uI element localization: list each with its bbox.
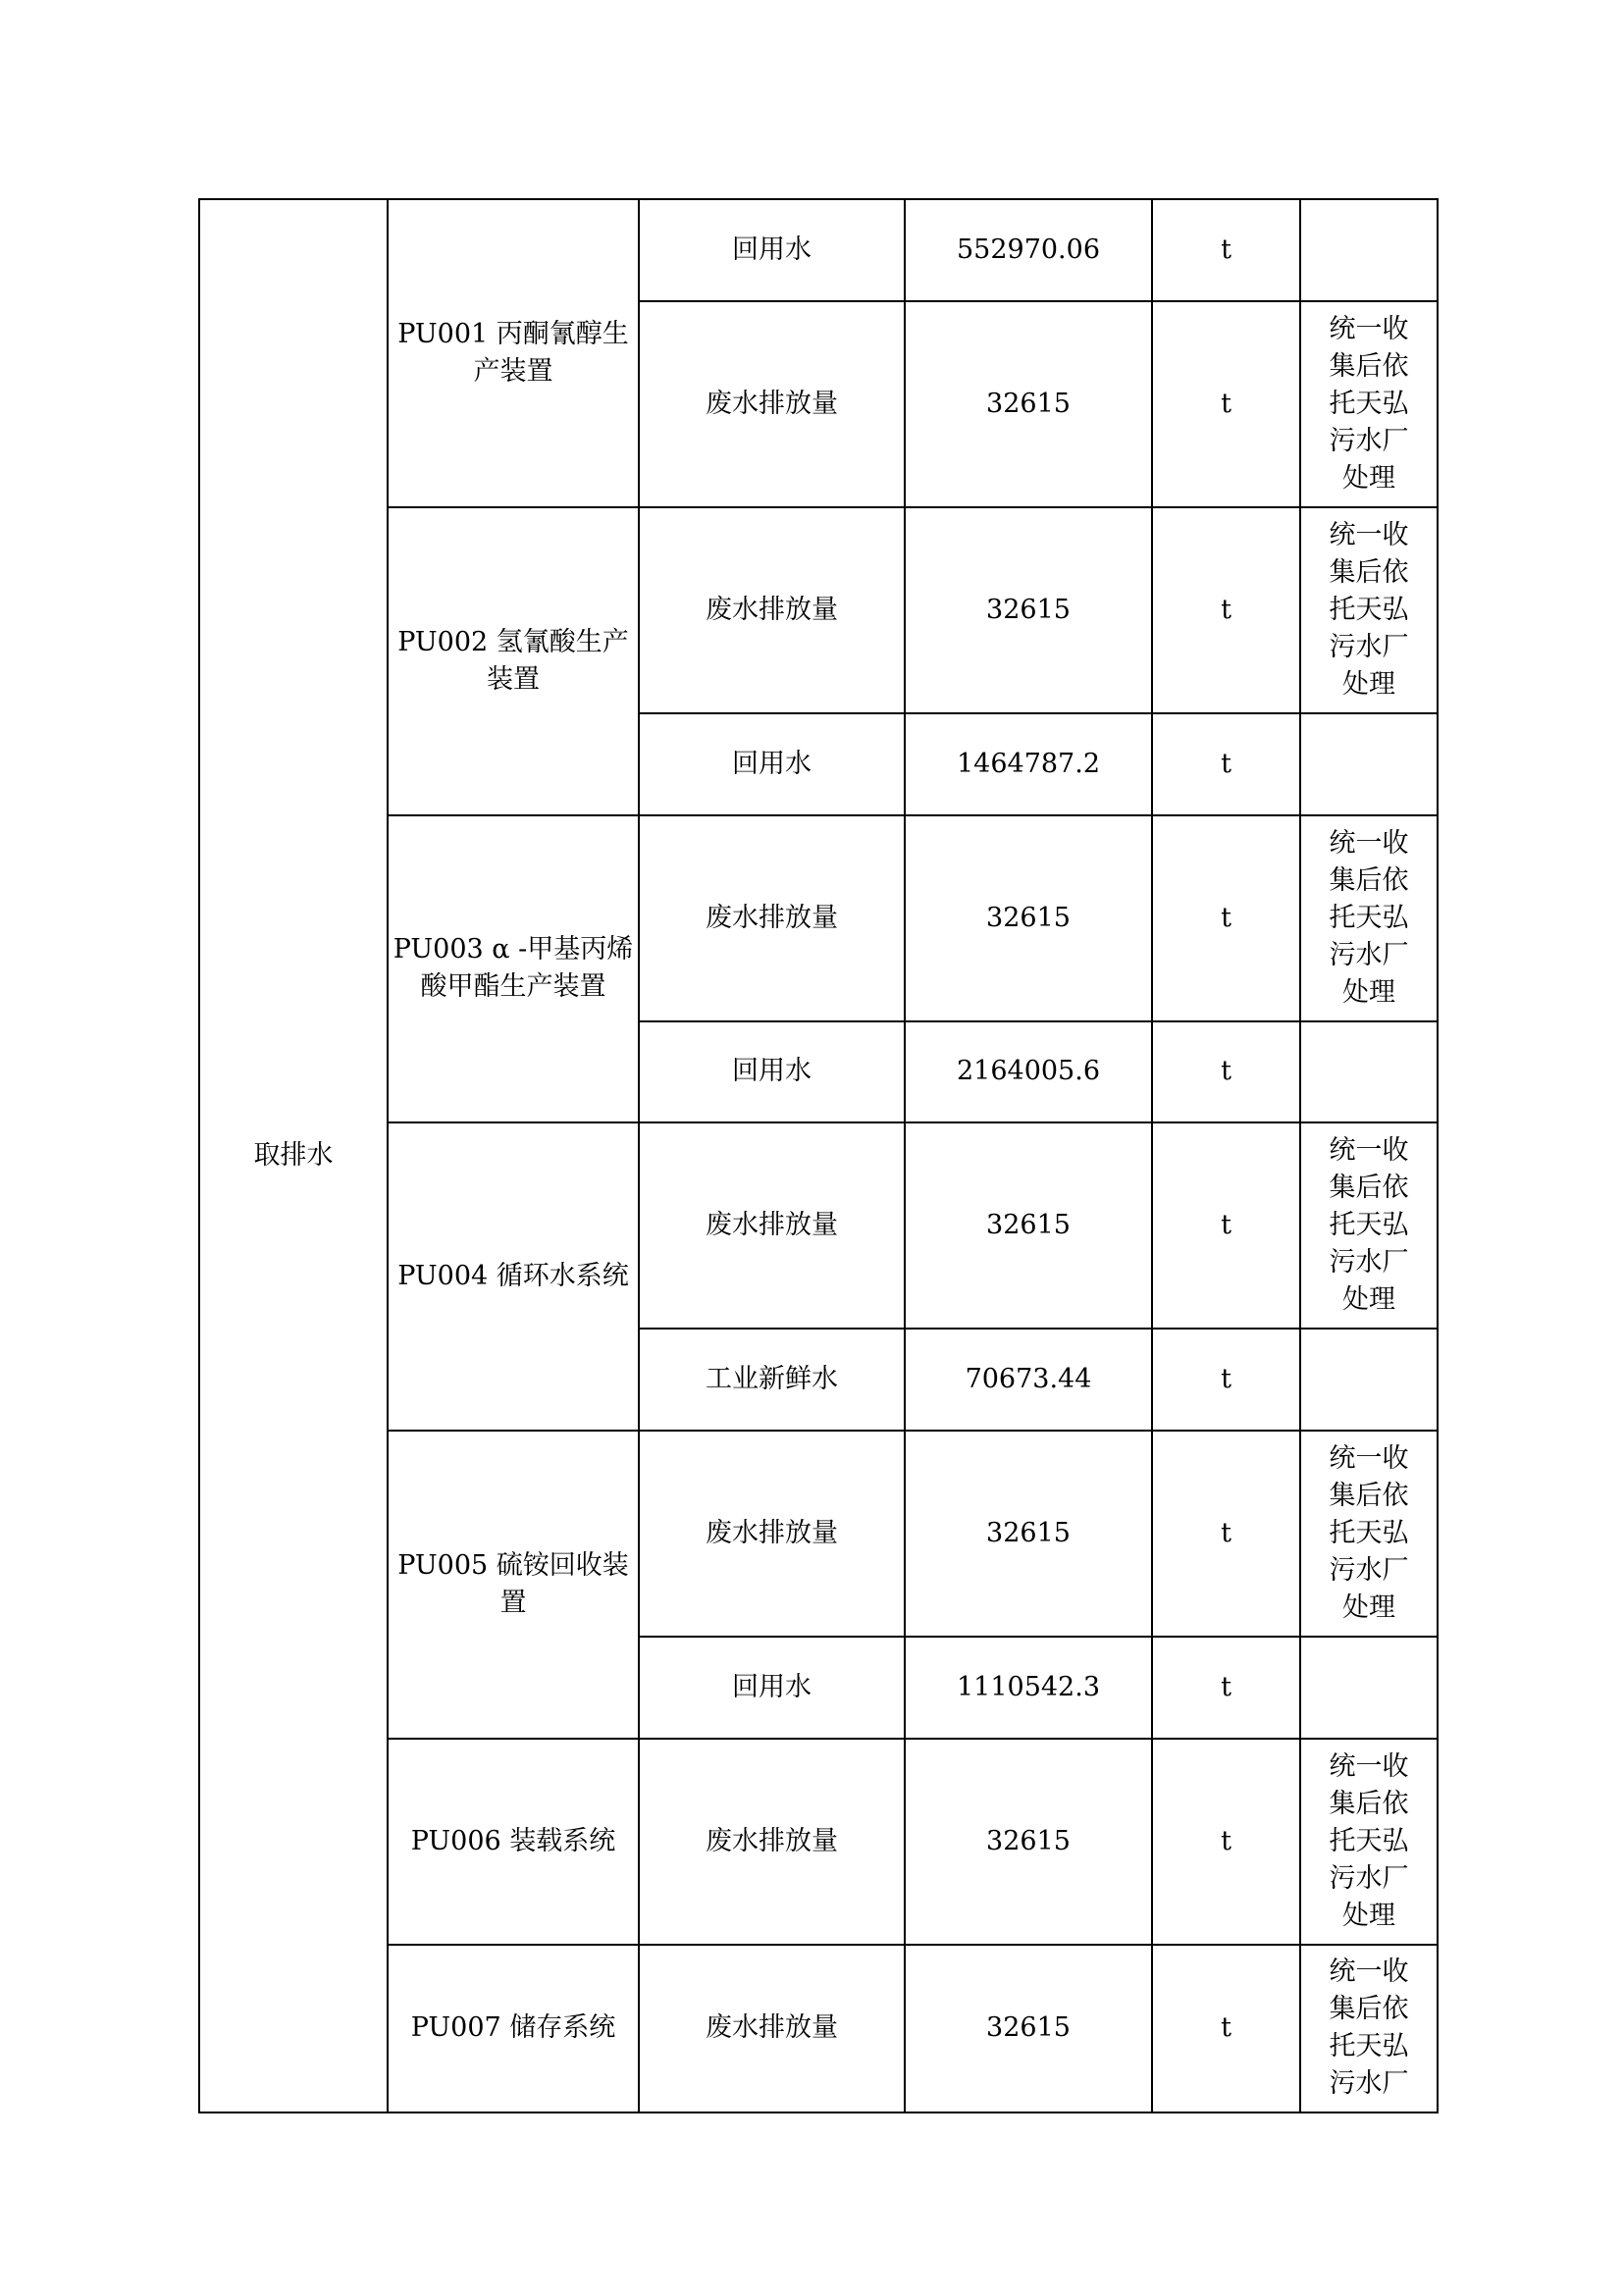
item-cell: 废水排放量 — [639, 815, 905, 1021]
note-line: 集后依 — [1329, 1994, 1409, 2025]
value-cell: 552970.06 — [905, 199, 1152, 301]
note-cell — [1300, 1431, 1438, 1637]
unit-cell: t — [1152, 1021, 1300, 1123]
note-line: 处理 — [1342, 1592, 1395, 1624]
item-cell: 废水排放量 — [639, 1945, 905, 2112]
value-cell: 32615 — [905, 1122, 1152, 1329]
note-cell — [1300, 1329, 1438, 1431]
unit-name-line: PU006 装载系统 — [410, 1825, 616, 1856]
table-row — [199, 199, 1438, 301]
unit-cell: t — [1152, 1329, 1300, 1431]
item-cell: 回用水 — [639, 199, 905, 301]
note-cell — [1300, 301, 1438, 507]
value-cell: 1464787.2 — [905, 713, 1152, 815]
item-cell: 废水排放量 — [639, 507, 905, 713]
note-line: 污水厂 — [1329, 1862, 1409, 1894]
data-table-container — [198, 198, 1437, 2113]
note-line: 托天弘 — [1329, 388, 1409, 419]
note-line: 污水厂 — [1329, 1247, 1409, 1278]
unit-name-cell — [388, 507, 639, 815]
unit-cell: t — [1152, 1739, 1300, 1945]
unit-name-line: PU002 氢氰酸生产 — [397, 626, 629, 657]
unit-cell: t — [1152, 1945, 1300, 2112]
note-cell — [1300, 199, 1438, 301]
unit-name-cell — [388, 1739, 639, 1945]
note-line: 统一收 — [1329, 313, 1409, 344]
note-line: 污水厂 — [1329, 939, 1409, 970]
table-body — [199, 199, 1438, 2112]
value-cell: 2164005.6 — [905, 1021, 1152, 1123]
item-cell: 废水排放量 — [639, 301, 905, 507]
value-cell: 32615 — [905, 507, 1152, 713]
note-cell — [1300, 507, 1438, 713]
unit-cell: t — [1152, 815, 1300, 1021]
unit-name-cell — [388, 199, 639, 507]
unit-cell: t — [1152, 199, 1300, 301]
note-line: 集后依 — [1329, 1173, 1409, 1204]
note-line: 托天弘 — [1329, 902, 1409, 933]
note-cell — [1300, 1637, 1438, 1739]
unit-cell: t — [1152, 1431, 1300, 1637]
unit-cell: t — [1152, 301, 1300, 507]
note-line: 集后依 — [1329, 1481, 1409, 1512]
note-cell — [1300, 713, 1438, 815]
note-line: 处理 — [1342, 976, 1395, 1008]
item-cell: 回用水 — [639, 1637, 905, 1739]
note-line: 集后依 — [1329, 864, 1409, 896]
note-line: 统一收 — [1329, 1750, 1409, 1782]
note-line: 污水厂 — [1329, 425, 1409, 456]
unit-cell: t — [1152, 1122, 1300, 1329]
value-cell: 32615 — [905, 1739, 1152, 1945]
note-cell — [1300, 1122, 1438, 1329]
value-cell: 32615 — [905, 301, 1152, 507]
unit-name-line: 装置 — [487, 663, 540, 695]
unit-name-line: PU007 储存系统 — [410, 2012, 616, 2044]
item-cell: 废水排放量 — [639, 1739, 905, 1945]
note-line: 托天弘 — [1329, 2031, 1409, 2062]
unit-name-cell — [388, 1122, 639, 1431]
unit-cell: t — [1152, 713, 1300, 815]
water-intake-discharge-table — [198, 198, 1439, 2113]
note-line: 处理 — [1342, 462, 1395, 494]
value-cell: 32615 — [905, 1431, 1152, 1637]
item-cell: 回用水 — [639, 1021, 905, 1123]
note-cell — [1300, 1945, 1438, 2112]
note-line: 污水厂 — [1329, 2068, 1409, 2100]
note-line: 处理 — [1342, 1284, 1395, 1316]
note-line: 集后依 — [1329, 556, 1409, 588]
note-line: 污水厂 — [1329, 631, 1409, 662]
unit-name-cell — [388, 1945, 639, 2112]
note-line: 处理 — [1342, 1900, 1395, 1931]
unit-cell: t — [1152, 507, 1300, 713]
unit-name-cell — [388, 1431, 639, 1739]
note-line: 集后依 — [1329, 1788, 1409, 1819]
unit-cell: t — [1152, 1637, 1300, 1739]
note-line: 统一收 — [1329, 1956, 1409, 1988]
unit-name-cell — [388, 815, 639, 1123]
unit-name-line: 酸甲酯生产装置 — [420, 971, 606, 1003]
unit-name-line: PU004 循环水系统 — [397, 1261, 629, 1292]
note-line: 处理 — [1342, 668, 1395, 700]
unit-name-line: PU005 硫铵回收装 — [397, 1549, 629, 1581]
value-cell: 1110542.3 — [905, 1637, 1152, 1739]
note-cell — [1300, 1739, 1438, 1945]
note-line: 统一收 — [1329, 827, 1409, 859]
note-line: 统一收 — [1329, 1135, 1409, 1167]
item-cell: 工业新鲜水 — [639, 1329, 905, 1431]
item-cell: 废水排放量 — [639, 1431, 905, 1637]
item-cell: 回用水 — [639, 713, 905, 815]
value-cell: 32615 — [905, 1945, 1152, 2112]
value-cell: 32615 — [905, 815, 1152, 1021]
unit-name-line: PU003 α -甲基丙烯 — [393, 934, 634, 965]
unit-name-line: 产装置 — [473, 355, 553, 387]
category-cell: 取排水 — [199, 199, 388, 2112]
note-line: 统一收 — [1329, 1443, 1409, 1475]
note-line: 托天弘 — [1329, 594, 1409, 625]
note-cell — [1300, 815, 1438, 1021]
unit-name-line: PU001 丙酮氰醇生 — [397, 318, 629, 349]
note-line: 污水厂 — [1329, 1555, 1409, 1587]
note-cell — [1300, 1021, 1438, 1123]
value-cell: 70673.44 — [905, 1329, 1152, 1431]
item-cell: 废水排放量 — [639, 1122, 905, 1329]
unit-name-line: 置 — [499, 1587, 527, 1618]
note-line: 托天弘 — [1329, 1210, 1409, 1241]
note-line: 集后依 — [1329, 350, 1409, 382]
note-line: 统一收 — [1329, 519, 1409, 550]
note-line: 托天弘 — [1329, 1518, 1409, 1549]
note-line: 托天弘 — [1329, 1825, 1409, 1856]
